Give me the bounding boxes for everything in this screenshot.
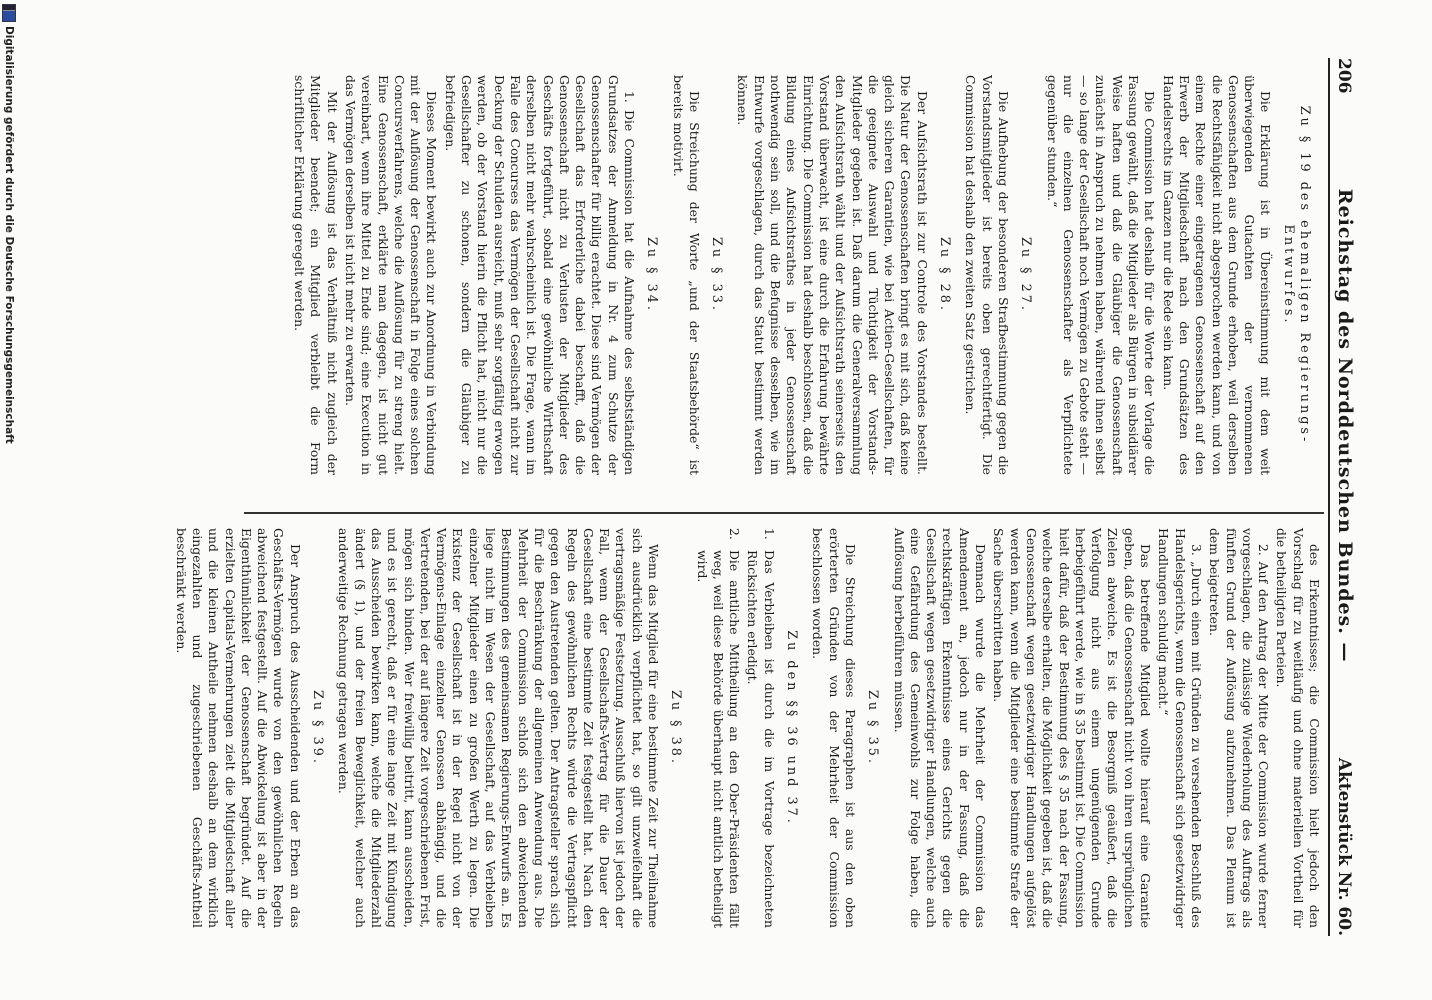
section-text: Dieses Moment bewirkt auch zur Anordnung in Verbindung mit der Auflösung der Genossenschaft in Folge eines solchen Concursverfahrens, welche die Auflösung für zu streng hielt. Eine Genossenschaft, erklärte man dagegen, ist nicht gut vereinbart, wenn ihre Mittel zu Ende sind; eine Execution in das Vermögen derselben ist nicht mehr zu erwarten. [342, 75, 440, 475]
column-divider [244, 512, 1324, 514]
list-item [693, 528, 742, 928]
page-header [1328, 58, 1364, 936]
section-heading: Zu § 34. [644, 236, 660, 314]
paragraph: Die Commission hat deshalb für die Worte der Vorlage die Fassung gewählt, daß die Mitglieder als Bürgen in subsidiärer Weise haften und daß die Gläubiger die Genossenschaft zunächst in Anspruch zu nehmen haben, während ihnen selbst — so lange der Gesellschaft noch Vermögen zu Gebote steht — nur die einzelnen Genossenschafter als Verpflichtete gegenüber stunden.“ [1044, 75, 1158, 475]
paragraph: des Erkenntnisses; die Commission hielt jedoch den Vorschlag für zu weitläufig und ohne materiellen Vortheil für die betheiligten Parteien. [1274, 528, 1322, 928]
list-number: 1. [761, 528, 777, 540]
section-heading: Zu § 28. [937, 236, 953, 314]
paragraph: Die Erklärung ist in Übereinstimmung mit dem weit überwiegenden Gutachten der vernommenen Genossenschaften aus dem Grunde erhoben, weil derselben die Rechtsfähigkeit nicht abgesprochen werden kann, und von einem Rechte einer eingetragenen Genossenschaft auf den Erwerb der Mitgliedschaft nach den Grundsätzen des Handelsrechts im Ganzen nur die Rede sein kann. [1160, 75, 1274, 475]
paragraph: Das betreffende Mitglied wollte hierauf eine Garantie geben, daß die Genossenschaft nicht von ihren ursprünglichen Zielen abweiche. Es ist die Besorgniß geäußert, daß die Verfolgung nicht aus einem ungenügenden Grunde herbeigeführt werde, wie in § 35 bestimmt ist. Die Commission hielt dafür, daß der Bestimmung des § 35 nach der Fassung, welche derselbe erhalten, die Möglichkeit gegeben ist, daß die Genossenschaft wegen gesetzwidriger Handlungen aufgelöst werden kann, wenn die Mitglieder eine bestimmte Strafe der Sache überschritten haben. [991, 528, 1154, 928]
paragraph: Zu § 19 des ehemaligen Regierungs-Entwurfes. [1280, 105, 1312, 445]
paragraph: 3. „Durch einen mit Gründen zu versehenden Beschluß des Handelsgerichts, wenn die Genossenschaft sich gesetzwidriger Handlungen schuldig macht.“ [1156, 528, 1204, 928]
paragraph: 2. Auf den Antrag der Mitte der Commission wurde ferner vorgeschlagen, die zulässige Wiederholung des Auftrags als fünften Grund der Auflösung aufzunehmen. Das Plenum ist dem beigetreten. [1207, 528, 1272, 928]
page-title: Reichstag des Norddeutschen Bundes. — [1334, 188, 1356, 663]
section-text: Die Streichung dieses Paragraphen ist aus den oben erörterten Gründen von der Mehrheit der Commission beschlossen worden. [810, 528, 858, 928]
list-text: Das Verbleiben ist durch die im Vortrage bezeichneten Rücksichten erledigt. [745, 550, 777, 928]
dfg-logo-icon [2, 4, 16, 22]
section-text: Wenn das Mitglied für eine bestimmte Zeit zur Theilnahme sich ausdrücklich verpflichtet hat, so gilt unzweifelhaft die vertragsmäßige Festsetzung. Ausschluß hiervon ist jedoch der Fall, wenn der Gesellschafts-Vertrag für die Dauer der Gesellschaft eine bestimmte Zeit festgestellt hat. Nach den Regeln des gewöhnlichen Rechts würde die Vertragspflicht gegen den Austretenden gelten. Der Antragsteller sprach sich für die Beschränkung der allgemeinen Anwendung aus. Die Mehrheit der Commission schloß sich den abweichenden Bestimmungen des gemeinsamen Regierungs-Entwurfs an. Es liege nicht im Wesen der Gesellschaft, auf das Verbleiben einzelner Mitglieder einen zu großen Werth zu legen. Die Existenz der Gesellschaft ist in der Regel nicht von der Vermögens-Einlage einzelner Genossen abhängig, und die Vertretenden, bei der auf längere Zeit vorgeschriebenen Frist, mögen sich binden. Wer freiwillig beitritt, kann ausscheiden, und es ist gerecht, daß er für eine lange Zeit mit Kündigung das Ausscheiden bewirken kann, welche die Mitgliederzahl ändert (§ 1), und der freien Beweglichkeit, welcher auch anderweitige Rechnung getragen werden. [336, 528, 662, 928]
section-heading: Zu § 35. [865, 689, 881, 767]
document-number: Aktenstück Nr. 60. [1334, 757, 1354, 936]
section-heading: Zu § 33. [709, 236, 725, 314]
section-text: Die Streichung der Worte „und der Staatsbehörde“ ist bereits motivirt. [670, 75, 702, 475]
right-column [170, 528, 1322, 928]
section-heading: Zu § 38. [668, 689, 684, 767]
page-number: 206 [1334, 58, 1354, 94]
left-column [289, 75, 1322, 475]
section-heading: Zu den §§ 36 und 37. [784, 630, 800, 826]
paragraph: Demnach wurde die Mehrheit der Commission das Amendement an, jedoch nur in der Fassung, daß die rechtskräftigen Erkenntnisse eines Gerichts gegen die Gesellschaft wegen gesetzwidriger Handlungen, welche auch eine Gefährdung des Gemeinwohls zur Folge haben, die Auflösung herbeiführen müssen. [891, 528, 989, 928]
footer [0, 0, 18, 1000]
section-heading: Zu § 27. [1018, 236, 1034, 314]
list-number: 2. [727, 528, 743, 540]
section-text: Der Anspruch des Ausscheidenden und der Erben an das Geschäfts-Vermögen wurde von den gewöhnlichen Regeln abweichend festgestellt. Auf die Abwickelung ist aber in der Eigenthümlichkeit der Genossenschaft begründet. Auf die erzielten Capitals-Vermehrungen zielt die Mitgliedschaft aller und die kleinen Antheile nehmen deshalb an dem wirklich eingezahlten und zugeschriebenen Geschäfts-Antheil beschränkt werden. [173, 528, 303, 928]
section-text: Die Aufhebung der besonderen Strafbestimmung gegen die Vorstandsmitglieder ist bereits oben gerechtfertigt. Die Commission hat deshalb den zweiten Satz gestrichen. [963, 75, 1011, 475]
section-text: Der Aufsichtsrath ist zur Controle des Vorstandes bestellt. Die Natur der Genossenschaften bringt es mit sich, daß keine gleich sicheren Garantien, wie bei Actien-Gesellschaften, für die geeignete Auswahl und Tüchtigkeit der Vorstands-Mitglieder gegeben ist. Daß darum die Generalversammlung den Aufsichtsrath wählt und der Aufsichtsrath seinerseits den Vorstand überwacht, ist eine durch die Erfahrung bewährte Einrichtung. Die Commission hat deshalb beschlossen, daß die Bildung eines Aufsichtsrathes in jeder Genossenschaft nothwendig sein soll, und die Befugnisse desselben, wie im Entwurfe vorgeschlagen, durch das Statut bestimmt werden können. [735, 75, 930, 475]
section-text: 1. Die Commission hat die Aufnahme des selbstständigen Grundsatzes der Anmeldung in Nr. 4 zum Schutze der Genossenschafter für billig erachtet. Diese sind Vermögen der Gesellschaft das Erforderliche dabei beschafft, daß die Genossenschaft nicht zu Verlusten der Mitglieder des Geschäfts fortgeführt, sobald eine gewöhnliche Wirthschaft derselben nicht mehr wahrscheinlich ist. Die Frage, wann im Falle des Concurses das Vermögen der Gesellschaft nicht zur Deckung der Schulden ausreicht, muß sehr sorgfältig erwogen werden, ob der Vorstand hierin die Pflicht hat, nicht nur die Gesellschafter zu schonen, sondern die Gläubiger zu befriedigen. [442, 75, 638, 475]
section-heading: Zu § 39. [310, 689, 326, 767]
footer-text: Digitalisierung gefördert durch die Deutsche Forschungsgemeinschaft [3, 26, 15, 444]
list-text: Die amtliche Mittheilung an den Ober-Präsidenten fällt weg, weil diese Behörde überhaupt nicht amtlich betheiligt wird. [694, 550, 743, 928]
section-text: Mit der Auflösung ist das Verhältniß nicht zugleich der Mitglieder beendet; ein Mitglied verbleibt die Form schriftlicher Erklärung geregelt werden. [292, 75, 340, 475]
list-item [744, 528, 777, 928]
